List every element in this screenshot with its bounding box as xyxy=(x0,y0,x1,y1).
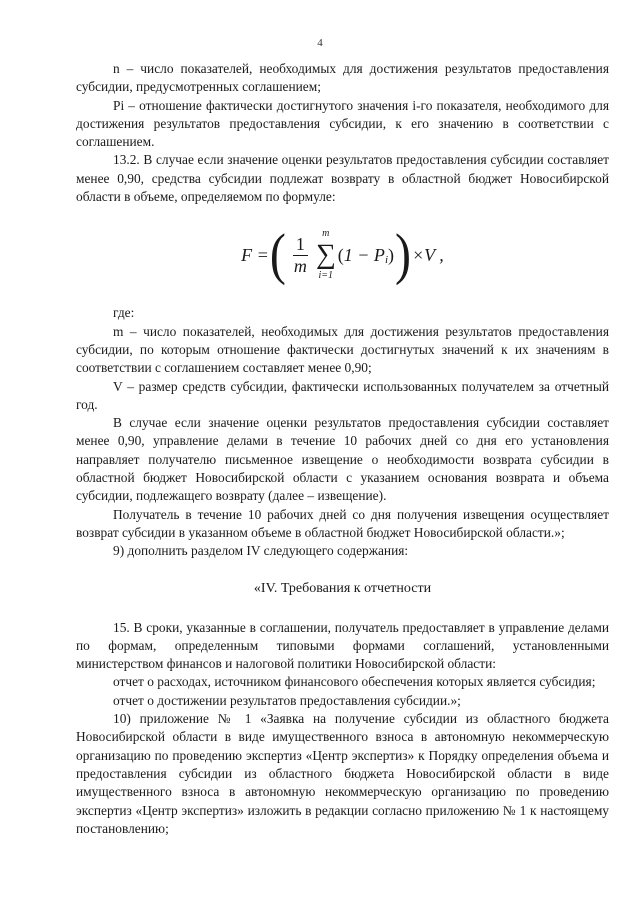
paragraph-item-10: 10) приложение № 1 «Заявка на получение субсидии из областного бюджета Новосибирской области в виде имущественного взноса в автономную некоммерческую организацию по проведению экспертиз «Центр экспертиз» к Порядку определения объема и предоставления субсидии из областного бюджета Новосибирской области в виде имущественного взноса в автономную некоммерческую организацию по проведению экспертиз «Центр экспертиз» изложить в редакции согласно приложению № 1 к настоящему постановлению; xyxy=(76,711,609,836)
formula-inner-open: ( xyxy=(337,244,344,265)
refund-formula xyxy=(76,212,609,298)
paragraph-m-definition: m – число показателей, необходимых для достижения результатов предоставления субсидии, по которым отношение фактически достигнутых значений к их значениям в соответствии с соглашением составляет менее 0,90; xyxy=(76,323,609,376)
formula-lhs: F = xyxy=(241,244,269,265)
paragraph-v-definition: V – размер средств субсидии, фактически использованных получателем за отчетный год. xyxy=(76,378,609,412)
formula-close-paren: ) xyxy=(395,222,411,287)
section-heading: «IV. Требования к отчетности xyxy=(253,580,432,596)
page-number: 4 xyxy=(317,37,323,49)
formula-inner-sub: i xyxy=(384,254,388,267)
formula-sum-upper: m xyxy=(322,228,330,240)
formula-sum-sign xyxy=(316,229,336,281)
sigma-icon: ∑ xyxy=(315,239,336,271)
paragraph-13-2: 13.2. В случае если значение оценки результатов предоставления субсидии составляет менее 0,90, средства субсидии подлежат возврату в областной бюджет Новосибирской области в объеме, определяемом по формуле: xyxy=(76,152,609,205)
formula-inner: 1 − P xyxy=(343,244,385,265)
where-label: где: xyxy=(113,305,135,321)
formula-open-paren: ( xyxy=(269,222,286,287)
formula-sum-lower: i=1 xyxy=(318,270,334,282)
paragraph-15: 15. В сроки, указанные в соглашении, получатель предоставляет в управление делами по формам, определенным типовыми формами соглашений, установленными министерством финансов и налоговой политики Новосибирской области: xyxy=(76,619,609,672)
formula-inner-close: ) xyxy=(388,244,394,265)
formula-fraction xyxy=(291,234,310,277)
paragraph-expense-report: отчет о расходах, источником финансового обеспечения которых является субсидия; xyxy=(113,674,596,690)
formula-rhs: ×V , xyxy=(411,244,444,265)
paragraph-results-report: отчет о достижении результатов предоставления субсидии.»; xyxy=(113,692,461,708)
paragraph-refund: Получатель в течение 10 рабочих дней со дня получения извещения осуществляет возврат субсидии в указанном объеме в областной бюджет Новосибирской области.»; xyxy=(76,506,609,540)
formula-fraction-denominator: m xyxy=(293,255,307,276)
paragraph-notice: В случае если значение оценки результатов предоставления субсидии составляет менее 0,90, управление делами в течение 10 рабочих дней со дня его установления направляет получателю письменное извещение о необходимости возврата субсидии в областной бюджет Новосибирской области с указанием основания возврата и объема субсидии, подлежащего возврату (далее – извещение). xyxy=(76,415,609,504)
paragraph-n-definition: n – число показателей, необходимых для достижения результатов предоставления субсидии, предусмотренных соглашением; xyxy=(76,61,609,95)
formula-fraction-numerator: 1 xyxy=(293,234,308,256)
paragraph-pi-definition: Pi – отношение фактически достигнутого значения i-го показателя, необходимого для достижения результатов предоставления субсидии, к его значению в соответствии с соглашением. xyxy=(76,97,609,150)
paragraph-item-9: 9) дополнить разделом IV следующего содержания: xyxy=(113,543,409,559)
document-body xyxy=(76,60,609,838)
